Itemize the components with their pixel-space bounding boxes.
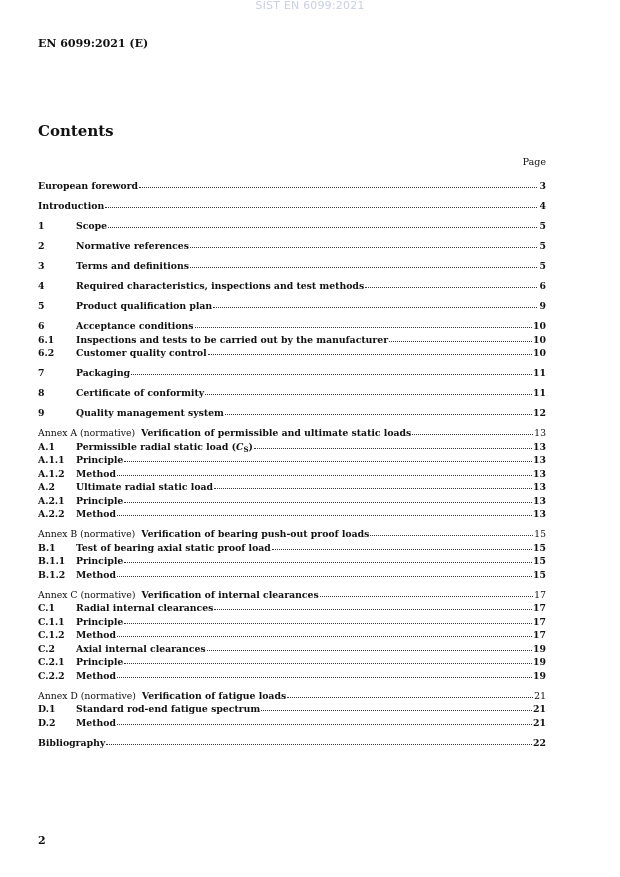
toc-entry-page: 10 [533, 321, 546, 332]
toc-entry-page: 22 [533, 737, 546, 749]
toc-entry-number: C.2.1 [38, 657, 65, 668]
toc-dot-leader [214, 480, 532, 489]
toc-entry-number: A.2.1 [38, 495, 65, 507]
toc-entry[interactable] [38, 427, 546, 441]
toc-entry-title: Method [76, 509, 116, 520]
toc-dot-leader [124, 655, 532, 664]
toc-entry-number: C.2 [38, 643, 55, 655]
toc-entry-symbol-subscript: S [243, 444, 249, 454]
toc-entry-title: Principle [76, 556, 124, 567]
toc-entry-page: 21 [533, 704, 546, 715]
toc-dot-leader [214, 601, 532, 610]
toc-entry-number: C.1.2 [38, 630, 65, 641]
toc-entry[interactable] [38, 690, 546, 704]
toc-entry-page: 3 [539, 181, 546, 192]
toc-entry-title: Annex A (normative) Verification of permissible and ultimate static loads [38, 428, 412, 439]
toc-entry[interactable] [38, 528, 546, 542]
toc-dot-leader [208, 346, 532, 355]
toc-entry[interactable] [38, 643, 546, 657]
toc-entry-title: Principle [76, 495, 124, 507]
toc-entry-page: 17 [534, 589, 546, 601]
toc-entry-title: Method [76, 717, 116, 729]
toc-dot-leader [139, 179, 537, 188]
toc-entry-title: European foreword [38, 181, 138, 192]
toc-entry-symbol: C [236, 441, 244, 453]
toc-entry-number: 6.1 [38, 334, 55, 346]
toc-entry-title: Introduction [38, 201, 105, 212]
toc-entry-title: Method [76, 468, 116, 480]
toc-entry-title: Annex C (normative) Verification of internal clearances [38, 589, 319, 601]
toc-dot-leader [412, 426, 533, 435]
toc-entry-page: 11 [533, 388, 546, 399]
toc-dot-leader [254, 440, 532, 449]
toc-entry[interactable] [38, 347, 546, 361]
toc-entry-title: Bibliography [38, 737, 106, 749]
toc-entry-page: 15 [533, 556, 546, 567]
toc-dot-leader [108, 219, 537, 228]
toc-entry-title: Annex B (normative) Verification of bearing push-out proof loads [38, 529, 370, 540]
toc-entry-title: Radial internal clearances [76, 603, 214, 614]
toc-entry-title: Certificate of conformity [76, 388, 205, 399]
toc-entry-number: 5 [38, 301, 45, 312]
toc-dot-leader [272, 541, 532, 550]
toc-entry-title: Method [76, 670, 116, 682]
page-number: 2 [38, 834, 46, 847]
toc-entry-title: Terms and definitions [76, 261, 189, 272]
toc-entry-annex-title: Verification of bearing push-out proof loads [141, 529, 370, 540]
toc-entry-page: 5 [539, 221, 546, 232]
toc-entry-page: 17 [533, 616, 546, 628]
toc-entry-annex-title: Verification of internal clearances [141, 589, 319, 601]
toc-entry-title: Permissible radial static load $(C_S)$ [76, 441, 253, 454]
toc-entry[interactable] [38, 670, 546, 684]
toc-entry-number: C.1.1 [38, 616, 65, 628]
toc-entry-title: Axial internal clearances [76, 643, 206, 655]
toc-entry-number: D.2 [38, 717, 56, 729]
page-column-label: Page [522, 157, 546, 168]
toc-entry-number: B.1.2 [38, 569, 66, 581]
toc-entry-number: C.2.2 [38, 670, 65, 682]
toc-entry[interactable] [38, 220, 546, 234]
toc-entry[interactable] [38, 441, 546, 455]
toc-entry-page: 19 [533, 670, 546, 682]
toc-dot-leader [287, 689, 533, 698]
toc-entry[interactable] [38, 555, 546, 569]
toc-entry-page: 17 [533, 603, 546, 614]
toc-entry[interactable] [38, 320, 546, 334]
toc-entry[interactable] [38, 737, 546, 751]
toc-entry-title: Standard rod-end fatigue spectrum [76, 704, 261, 715]
toc-dot-leader [105, 199, 537, 208]
toc-entry-number: 2 [38, 241, 45, 252]
toc-entry-title: Quality management system [76, 408, 224, 419]
toc-entry-number: 1 [38, 221, 45, 232]
toc-dot-leader [117, 716, 532, 725]
toc-dot-leader [124, 615, 532, 624]
toc-entry-page: 17 [533, 630, 546, 641]
toc-entry[interactable] [38, 468, 546, 482]
toc-entry-number: 8 [38, 388, 45, 399]
toc-entry-page: 13 [534, 428, 546, 439]
toc-entry-annex-title: Verification of permissible and ultimate static loads [141, 428, 412, 439]
watermark-text: SIST EN 6099:2021 [255, 0, 365, 12]
toc-entry-number: A.1 [38, 441, 55, 453]
toc-entry-page: 15 [534, 529, 546, 540]
toc-entry-page: 15 [533, 542, 546, 554]
toc-dot-leader [370, 527, 533, 536]
toc-entry-page: 11 [533, 368, 546, 379]
toc-entry-page: 6 [539, 281, 546, 292]
toc-entry-page: 5 [539, 241, 546, 252]
toc-entry-title: Inspections and tests to be carried out by the manufacturer [76, 334, 389, 346]
toc-entry[interactable] [38, 367, 546, 381]
toc-entry-page: 10 [533, 348, 546, 359]
toc-entry[interactable] [38, 200, 546, 214]
toc-dot-leader [261, 702, 532, 711]
toc-entry-number: 6 [38, 321, 45, 332]
toc-entry[interactable] [38, 602, 546, 616]
toc-entry-page: 13 [533, 455, 546, 466]
toc-dot-leader [106, 736, 532, 745]
toc-entry-title: Normative references [76, 241, 189, 252]
toc-dot-leader [131, 366, 532, 375]
toc-entry-title: Principle [76, 455, 124, 466]
toc-entry-number: 3 [38, 261, 45, 272]
toc-dot-leader [190, 239, 537, 248]
toc-entry[interactable] [38, 280, 546, 294]
toc-entry-number: A.2.2 [38, 509, 65, 520]
toc-entry-page: 15 [533, 569, 546, 581]
toc-entry-title: Customer quality control [76, 348, 207, 359]
toc-entry[interactable] [38, 703, 546, 717]
toc-entry[interactable] [38, 407, 546, 421]
toc-entry[interactable] [38, 495, 546, 509]
toc-dot-leader [117, 628, 532, 637]
toc-entry-page: 4 [539, 201, 546, 212]
toc-entry-page: 13 [533, 441, 546, 453]
toc-entry[interactable] [38, 616, 546, 630]
toc-entry-number: A.1.2 [38, 468, 65, 480]
toc-entry[interactable] [38, 334, 546, 348]
toc-entry-number: 6.2 [38, 348, 55, 359]
toc-entry-number: 4 [38, 281, 45, 292]
toc-entry-page: 13 [533, 509, 546, 520]
toc-entry-page: 10 [533, 334, 546, 346]
toc-entry-title: Annex D (normative) Verification of fatigue loads [38, 690, 287, 702]
toc-entry[interactable] [38, 240, 546, 254]
toc-entry-number: C.1 [38, 603, 55, 614]
toc-dot-leader [213, 299, 537, 308]
toc-entry-page: 12 [533, 408, 546, 419]
toc-entry[interactable] [38, 454, 546, 468]
toc-entry-page: 21 [533, 717, 546, 729]
toc-entry[interactable] [38, 508, 546, 522]
toc-entry-page: 13 [533, 495, 546, 507]
toc-dot-leader [225, 406, 532, 415]
toc-entry-number: D.1 [38, 704, 56, 715]
toc-entry-title: Required characteristics, inspections and test methods [76, 281, 365, 292]
toc-entry-number: B.1 [38, 542, 56, 554]
toc-entry-number: 9 [38, 408, 45, 419]
toc-entry-title: Ultimate radial static load [76, 482, 214, 493]
toc-entry-number: 7 [38, 368, 45, 379]
toc-dot-leader [124, 494, 532, 503]
toc-dot-leader [320, 588, 533, 597]
toc-dot-leader [117, 507, 532, 516]
toc-entry-title: Method [76, 569, 116, 581]
toc-entry-page: 9 [539, 301, 546, 312]
toc-entry-title: Scope [76, 221, 107, 232]
toc-entry-annex-title: Verification of fatigue loads [141, 690, 287, 702]
toc-entry[interactable] [38, 569, 546, 583]
toc-dot-leader [117, 568, 532, 577]
toc-entry-title: Product qualification plan [76, 301, 213, 312]
toc-entry[interactable] [38, 542, 546, 556]
toc-dot-leader [195, 319, 533, 328]
table-of-contents [38, 180, 546, 750]
toc-dot-leader [205, 386, 532, 395]
toc-entry[interactable] [38, 300, 546, 314]
toc-entry-title: Acceptance conditions [76, 321, 194, 332]
toc-entry-title: Principle [76, 657, 124, 668]
toc-dot-leader [207, 642, 532, 651]
toc-entry[interactable] [38, 180, 546, 194]
toc-dot-leader [124, 453, 532, 462]
toc-entry-title: Test of bearing axial static proof load [76, 542, 271, 554]
toc-entry[interactable] [38, 481, 546, 495]
toc-dot-leader [117, 669, 532, 678]
toc-entry-page: 13 [533, 482, 546, 493]
toc-entry[interactable] [38, 387, 546, 401]
toc-entry-title: Principle [76, 616, 124, 628]
toc-entry-page: 13 [533, 468, 546, 480]
toc-entry[interactable] [38, 589, 546, 603]
toc-entry-page: 21 [534, 690, 546, 702]
toc-entry-title: Method [76, 630, 116, 641]
toc-entry-page: 19 [533, 643, 546, 655]
toc-entry[interactable] [38, 260, 546, 274]
toc-dot-leader [365, 279, 537, 288]
document-id: EN 6099:2021 (E) [38, 37, 149, 50]
toc-dot-leader [389, 333, 532, 342]
toc-entry-page: 19 [533, 657, 546, 668]
toc-entry-page: 5 [539, 261, 546, 272]
toc-entry-number: A.1.1 [38, 455, 65, 466]
toc-entry[interactable] [38, 717, 546, 731]
contents-heading: Contents [38, 122, 114, 140]
toc-entry[interactable] [38, 656, 546, 670]
toc-entry-number: A.2 [38, 482, 55, 493]
toc-dot-leader [124, 554, 532, 563]
toc-entry-number: B.1.1 [38, 556, 66, 567]
toc-dot-leader [190, 259, 537, 268]
toc-entry[interactable] [38, 629, 546, 643]
toc-dot-leader [117, 467, 532, 476]
toc-entry-title: Packaging [76, 368, 131, 379]
